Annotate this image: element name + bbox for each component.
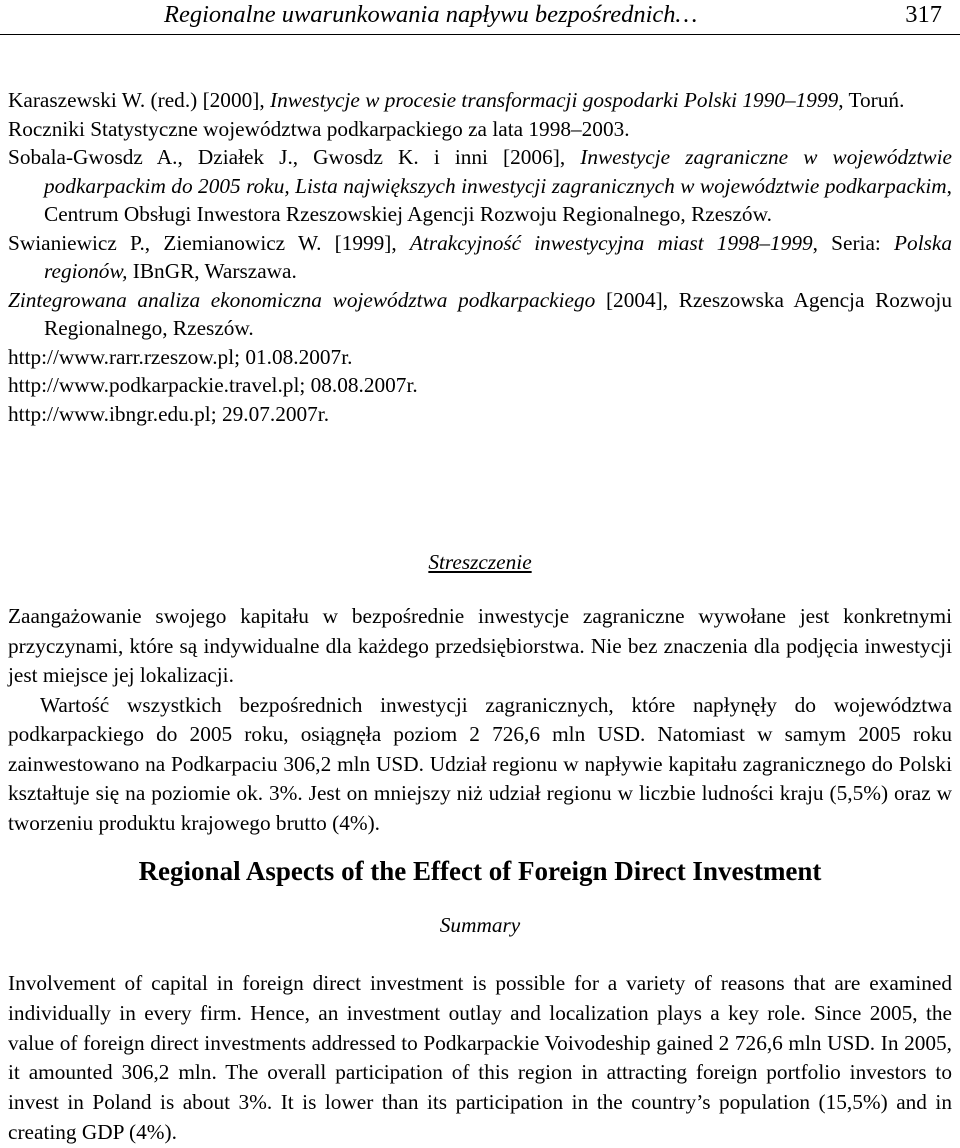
abstract-english: [8, 969, 952, 1148]
ref-rest: , Seria:: [812, 230, 895, 255]
ref-rest: , Centrum Obsługi Inwestora Rzeszowskiej Agencji Rozwoju Regionalnego, Rzeszów.: [44, 173, 952, 226]
ref-title: Atrakcyjność inwestycyjna miast 1998–1999: [409, 230, 813, 255]
ref-title: Zintegrowana analiza ekonomiczna województwa podkarpackiego: [8, 287, 596, 312]
reference-item: [8, 286, 952, 343]
ref-title: Inwestycje zagraniczne w województwie podkarpackim do 2005 roku, Lista największych inwestycji zagranicznych w województwie podkarpackim: [44, 145, 952, 198]
reference-url: http://www.rarr.rzeszow.pl; 01.08.2007r.: [8, 344, 353, 369]
ref-rest2: IBnGR, Warszawa.: [127, 259, 297, 283]
streszczenie-heading: Streszczenie: [428, 550, 532, 574]
abstract-pl-paragraph-2: Wartość wszystkich bezpośrednich inwestycji zagranicznych, które napłynęły do województwa podkarpackiego do 2005 roku, osiągnęła poziom 2 726,6 mln USD. Natomiast w samym 2005 roku zainwestowano na Podkarpaciu 306,2 mln USD. Udział regionu w napływie kapitału zagranicznego do Polski kształtuje się na poziomie ok. 3%. Jest on mniejszy niż udział regionu w liczbie ludności kraju (5,5%) oraz w tworzeniu produktu krajowego brutto (4%).: [8, 692, 952, 835]
abstract-polish: [8, 602, 952, 838]
abstract-pl-paragraph-1: Zaangażowanie swojego kapitału w bezpośrednie inwestycje zagraniczne wywołane jest konkretnymi przyczynami, które są indywidualne dla każdego przedsiębiorstwa. Nie bez znaczenia dla podjęcia inwestycji jest miejsce jej lokalizacji.: [8, 604, 952, 687]
ref-authors: Swianiewicz P., Ziemianowicz W. [1999],: [8, 230, 410, 255]
abstract-en-paragraph: Involvement of capital in foreign direct investment is possible for a variety of reasons that are examined individually in every firm. Hence, an investment outlay and localization plays a key role. Since 2005, the value of foreign direct investments addressed to Podkarpackie Voivodeship gained 2 726,6 mln USD. In 2005, it amounted 306,2 mln. The overall participation of this region in attracting foreign portfolio investors to invest in Poland is about 3%. It is lower than its participation in the country’s population (15,5%) and in creating GDP (4%).: [8, 971, 952, 1144]
page-number: 317: [905, 1, 942, 28]
page-header: [0, 0, 960, 35]
ref-authors: Sobala-Gwosdz A., Działek J., Gwosdz K. i inni [2006],: [8, 145, 581, 169]
summary-heading: Summary: [439, 913, 521, 937]
reference-item: [8, 86, 952, 115]
reference-url: http://www.ibngr.edu.pl; 29.07.2007r.: [8, 401, 330, 426]
ref-title: Roczniki Statystyczne województwa podkarpackiego za lata 1998–2003: [8, 116, 625, 141]
ref-series: Polska regionów,: [44, 230, 952, 283]
reference-item: [8, 115, 952, 144]
ref-rest: , Toruń.: [838, 88, 905, 112]
running-title: Regionalne uwarunkowania napływu bezpośrednich…: [164, 1, 698, 28]
ref-authors: Karaszewski W. (red.) [2000],: [8, 88, 270, 112]
references-list: [8, 86, 952, 428]
reference-item: [8, 229, 952, 286]
english-title: Regional Aspects of the Effect of Foreign Direct Investment: [138, 856, 822, 886]
ref-title: Inwestycje w procesie transformacji gospodarki Polski 1990–1999: [270, 88, 839, 112]
ref-rest: [2004], Rzeszowska Agencja Rozwoju Regionalnego, Rzeszów.: [44, 287, 952, 340]
reference-url: http://www.podkarpackie.travel.pl; 08.08.2007r.: [8, 373, 418, 397]
ref-rest: .: [624, 116, 630, 141]
reference-item: [8, 143, 952, 229]
